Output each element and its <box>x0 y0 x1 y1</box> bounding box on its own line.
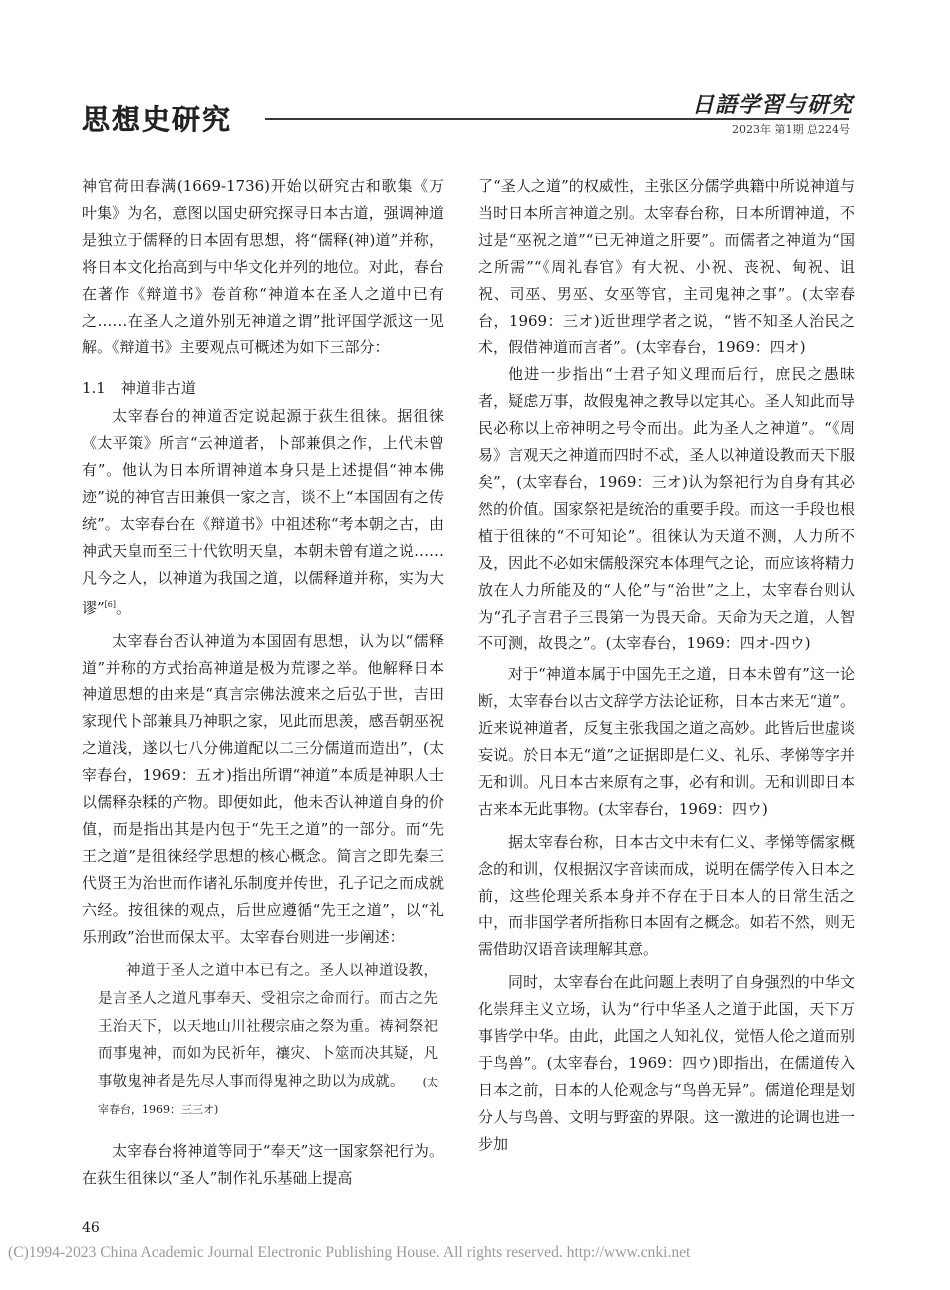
body-paragraph: 太宰春台否认神道为本国固有思想，认为以“儒释道”并称的方式抬高神道是极为荒谬之举。他解释日本神道思想的由来是“真言宗佛法渡来之后弘于世，吉田家现代卜部兼具乃神职之家，见此而思羡，感吾朝巫祝之道浅，遂以七八分佛道配以二三分儒道而造出”，(太宰春台，1969：五オ)指出所谓“神道”本质是神职人士以儒释杂糅的产物。即便如此，他未否认神道自身的价值，而是指出其是内包于“先王之道”的一部分。而“先王之道”是徂徕经学思想的核心概念。简言之即先秦三代贤王为治世而作诸礼乐制度并传世，孔子记之而成就六经。按徂徕的观点，后世应遵循“先王之道”，以“礼乐刑政”治世而保太平。太宰春台则进一步阐述： <box>82 631 444 946</box>
body-paragraph <box>82 403 444 621</box>
block-quote <box>82 958 444 1124</box>
body-paragraph: 他进一步指出“士君子知义理而后行，庶民之愚昧者，疑虑万事，故假鬼神之教导以定其心。圣人知此而导民必称以上帝神明之号令而出。此为圣人之神道”。“《周易》言观天之神道而四时不忒，圣人以神道设教而天下服矣”，(太宰春台，1969：三オ)认为祭祀行为自身有其必然的价值。国家祭祀是统治的重要手段。而这一手段也根植于徂徕的“不可知论”。徂徕认为天道不测，人力所不及，因此不必如宋儒般深究本体理气之论，而应该将精力放在人力所能及的“人伦”与“治世”之上，太宰春台则认为“孔子言君子三畏第一为畏天命。天命为天之道，人智不可测，故畏之”。(太宰春台，1969：四オ-四ウ) <box>478 365 855 653</box>
body-paragraph: 同时，太宰春台在此问题上表明了自身强烈的中华文化崇拜主义立场，认为“行中华圣人之道于此国，天下万事皆学中华。由此，此国之人知礼仪，觉悟人伦之道而别于鸟兽”。(太宰春台，1969：四ウ)即指出，在儒道传入日本之前，日本的人伦观念与“鸟兽无异”。儒道伦理是划分人与鸟兽、文明与野蛮的界限。这一激进的论调也进一步加 <box>478 973 855 1153</box>
section-title: 思想史研究 <box>82 103 233 136</box>
quote-citation: (太宰春台，1969：三三オ) <box>98 1075 439 1117</box>
journal-logo: 日語学習与研究 <box>691 93 853 118</box>
quote-text: 神道于圣人之道中本已有之。圣人以神道设教，是言圣人之道凡事奉天、受祖宗之命而行。而古之先王治天下，以天地山川社稷宗庙之祭为重。祷祠祭祀而事鬼神，而如为民祈年，禳灾、卜筮而决其疑，凡事敬鬼神者是先尽人事而得鬼神之助以为成就。 <box>98 963 438 1090</box>
subsection-heading: 1.1 神道非古道 <box>82 379 196 398</box>
body-paragraph: 了“圣人之道”的权威性，主张区分儒学典籍中所说神道与当时日本所言神道之别。太宰春台称，日本所谓神道，不过是“巫祝之道”“已无神道之肝要”。而儒者之神道为“国之所需”“《周礼春官》有大祝、小祝、丧祝、甸祝、诅祝、司巫、男巫、女巫等官，主司鬼神之事”。(太宰春台，1969：三オ)近世理学者之说，“皆不知圣人治民之术，假借神道而言者”。(太宰春台，1969：四オ) <box>478 177 855 357</box>
page-number: 46 <box>82 1220 100 1236</box>
body-paragraph: 据太宰春台称，日本古文中未有仁义、孝悌等儒家概念的和训，仅根据汉字音读而成，说明在儒学传入日本之前，这些伦理关系本身并不存在于日本人的日常生活之中，而非国学者所指称日本固有之概念。如若不然，则无需借助汉语音读理解其意。 <box>478 832 855 959</box>
copyright-watermark: (C)1994-2023 China Academic Journal Electronic Publishing House. All rights reserved. http://www.cnki.net <box>8 1244 691 1261</box>
paragraph-text-end: 。 <box>116 598 132 617</box>
body-paragraph: 对于“神道本属于中国先王之道，日本未曾有”这一论断，太宰春台以古文辞学方法论证称，日本古来无“道”。近来说神道者，反复主张我国之道之高妙。此皆后世虚谈妄说。於日本无“道”之证据即是仁义、礼乐、孝悌等字并无和训。凡日本古来原有之事，必有和训。无和训即日本古来本无此事物。(太宰春台，1969：四ウ) <box>478 665 855 818</box>
right-column <box>478 173 855 1158</box>
body-paragraph: 太宰春台将神道等同于“奉天”这一国家祭祀行为。在荻生徂徕以“圣人”制作礼乐基础上提高 <box>82 1142 444 1187</box>
left-column <box>82 173 444 1192</box>
reference-marker: [6] <box>104 599 117 609</box>
intro-paragraph: 神官荷田春满(1669-1736)开始以研究古和歌集《万叶集》为名，意图以国史研究探寻日本古道，强调神道是独立于儒释的日本固有思想，将“儒释(神)道”并称，将日本文化抬高到与中华文化并列的地位。对此，春台在著作《辩道书》卷首称“神道本在圣人之道中已有之……在圣人之道外别无神道之谓”批评国学派这一见解。《辩道书》主要观点可概述为如下三部分： <box>82 177 444 357</box>
paragraph-text: 太宰春台的神道否定说起源于荻生徂徕。据徂徕《太平策》所言“云神道者，卜部兼俱之作，上代未曾有”。他认为日本所谓神道本身只是上述提倡“神本佛迹”说的神官吉田兼俱一家之言，谈不上“本国固有之传统”。太宰春台在《辩道书》中祖述称“考本朝之古，由神武天皇而至三十代钦明天皇，本朝未曾有道之说……凡今之人，以神道为我国之道，以儒释道并称，实为大谬” <box>82 407 444 617</box>
issue-info: 2023年 第1期 总224号 <box>732 123 850 136</box>
